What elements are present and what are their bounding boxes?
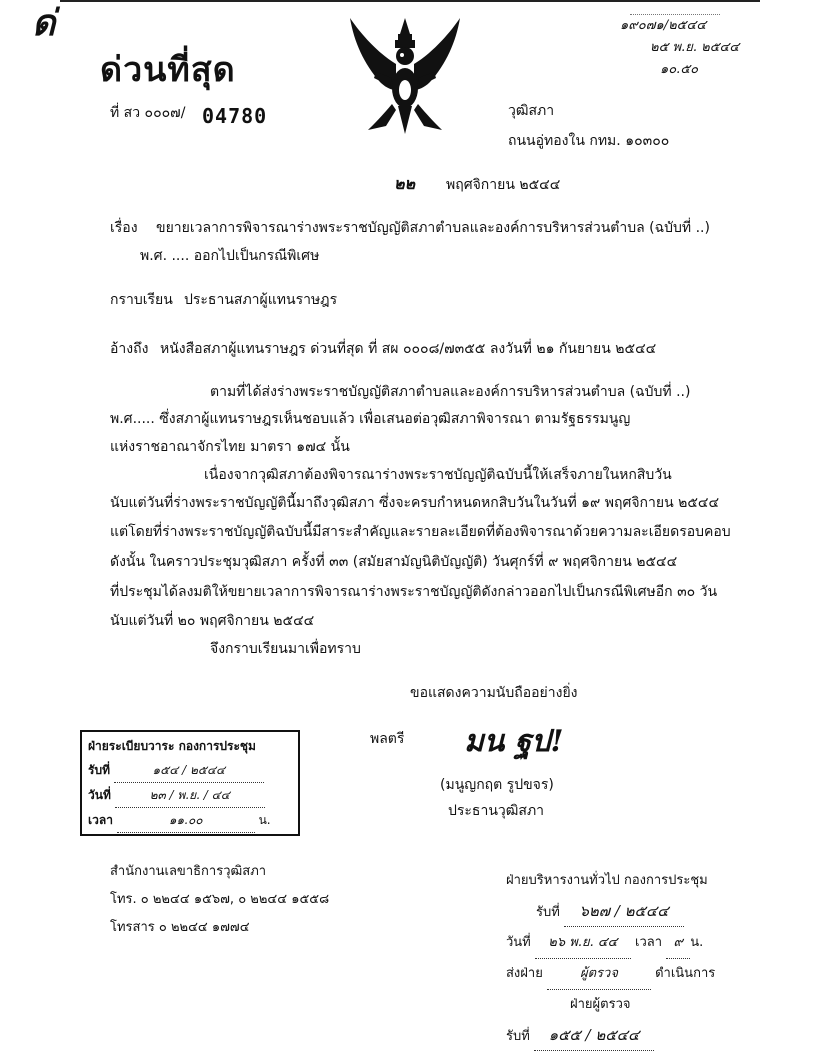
bottom-date-row <box>506 928 796 959</box>
garuda-emblem <box>346 12 464 140</box>
bottom-time-suffix: น. <box>690 935 704 950</box>
receipt-date-value: ๒๓ / พ.ย. / ๔๔ <box>115 783 265 808</box>
bottom-date-value: ๒๖ พ.ย. ๔๔ <box>535 928 631 959</box>
receipt-received-row <box>88 758 292 783</box>
para1-line-1: ตามที่ได้ส่งร่างพระราชบัญญัติสภาตำบลและองค์การบริหารส่วนตำบล (ฉบับที่ ..) <box>210 384 691 400</box>
footer-fax: โทรสาร ๐ ๒๒๔๔ ๑๗๗๔ <box>110 920 250 935</box>
bottom-time-label: เวลา <box>635 935 663 950</box>
para2-line-4: ดังนั้น ในคราวประชุมวุฒิสภา ครั้งที่ ๓๓ (สมัยสามัญนิติบัญญัติ) วันศุกร์ที่ ๙ พฤศจิกายน ๒๕๔๔ <box>110 554 678 570</box>
bottom-received-label: รับที่ <box>536 905 560 920</box>
stamp-line-1: ๑๙๐๗๑/๒๕๔๔ <box>620 18 707 33</box>
sender-address: ถนนอู่ทองใน กทม. ๑๐๓๐๐ <box>508 133 670 149</box>
bottom-date-label: วันที่ <box>506 935 531 950</box>
para1-line-2: พ.ศ..... ซึ่งสภาผู้แทนราษฎรเห็นชอบแล้ว เพื่อเสนอต่อวุฒิสภาพิจารณา ตามรัฐธรรมนูญ <box>110 411 631 427</box>
bottom-received2-label: รับที่ <box>506 1029 530 1044</box>
receipt-received-value: ๑๕๔ / ๒๕๔๔ <box>114 758 264 783</box>
signature: มน ฐป! <box>464 724 564 759</box>
reference-label: อ้างถึง <box>110 341 149 357</box>
bottom-stamp <box>506 866 796 1052</box>
signer-rank: พลตรี <box>370 731 405 747</box>
top-border-line <box>60 0 760 2</box>
bottom-stamp-title: ฝ่ายบริหารงานทั่วไป กองการประชุม <box>506 873 708 888</box>
receipt-time-value: ๑๑.๐๐ <box>117 808 255 833</box>
footer-office: สำนักงานเลขาธิการวุฒิสภา <box>110 864 267 879</box>
subject-line-1: ขยายเวลาการพิจารณาร่างพระราชบัญญัติสภาตำบลและองค์การบริหารส่วนตำบล (ฉบับที่ ..) <box>156 220 710 236</box>
stamp-line-2: ๒๕ พ.ย. ๒๕๔๔ <box>650 40 740 55</box>
bottom-received2-value: ๑๕๕ / ๒๕๔๔ <box>534 1020 654 1051</box>
corner-mark: ด่ <box>32 2 56 44</box>
bottom-time-value: ๙ <box>666 928 690 959</box>
bottom-received-row <box>506 896 796 928</box>
to-name: ประธานสภาผู้แทนราษฎร <box>184 292 338 308</box>
para2-line-6: นับแต่วันที่ ๒๐ พฤศจิกายน ๒๕๔๔ <box>110 613 315 629</box>
top-right-stamp <box>620 6 770 81</box>
date-month-year: พฤศจิกายน ๒๕๔๔ <box>446 177 561 193</box>
receipt-time-label: เวลา <box>88 813 113 827</box>
date-day: ๒๒ <box>394 174 416 193</box>
para2-line-1: เนื่องจากวุฒิสภาต้องพิจารณาร่างพระราชบัญญัติฉบับนี้ให้เสร็จภายในหกสิบวัน <box>204 467 672 483</box>
closing: ขอแสดงความนับถืออย่างยิ่ง <box>410 685 578 701</box>
stamp-line-3: ๑๐.๕๐ <box>660 62 699 77</box>
signer-title: ประธานวุฒิสภา <box>448 803 545 819</box>
receipt-stamp-title: ฝ่ายระเบียบวาระ กองการประชุม <box>88 739 256 753</box>
receipt-date-label: วันที่ <box>88 788 111 802</box>
ref-number: 04780 <box>202 104 268 128</box>
para2-line-5: ที่ประชุมได้ลงมติให้ขยายเวลาการพิจารณาร่างพระราชบัญญัติดังกล่าวออกไปเป็นกรณีพิเศษอีก ๓๐ วัน <box>110 584 718 600</box>
bottom-assign-row <box>506 959 796 990</box>
receipt-stamp <box>80 730 300 836</box>
bottom-received-value: ๖๒๗ / ๒๕๔๔ <box>564 896 684 927</box>
bottom-received2-row <box>506 1020 796 1052</box>
signer-name: (มนูญกฤต รูปขจร) <box>440 777 554 793</box>
to-label: กราบเรียน <box>110 292 173 308</box>
reference-text: หนังสือสภาผู้แทนราษฎร ด่วนที่สุด ที่ สผ ๐๐๐๘/๗๓๕๕ ลงวันที่ ๒๑ กันยายน ๒๕๔๔ <box>160 341 657 357</box>
subject-label: เรื่อง <box>110 220 138 236</box>
urgent-label: ด่วนที่สุด <box>100 50 236 90</box>
bottom-action-label: ดำเนินการ <box>655 966 716 981</box>
para2-line-2: นับแต่วันที่ร่างพระราชบัญญัตินี้มาถึงวุฒิสภา ซึ่งจะครบกำหนดหกสิบวันในวันที่ ๑๙ พฤศจิกายน ๒๕๔๔ <box>110 495 720 511</box>
closing-request: จึงกราบเรียนมาเพื่อทราบ <box>210 641 361 657</box>
subject-line-2: พ.ศ. .... ออกไปเป็นกรณีพิเศษ <box>140 248 320 264</box>
para1-line-3: แห่งราชอาณาจักรไทย มาตรา ๑๗๔ นั้น <box>110 439 350 455</box>
bottom-assign-value: ผู้ตรวจ <box>547 959 651 990</box>
receipt-time-row <box>88 808 292 833</box>
receipt-date-row <box>88 783 292 808</box>
para2-line-3: แต่โดยที่ร่างพระราชบัญญัติฉบับนี้มีสาระสำคัญและรายละเอียดที่ต้องพิจารณาด้วยความละเอียดรอบคอบ <box>110 524 731 540</box>
ref-prefix: ที่ สว ๐๐๐๗/ <box>110 105 186 121</box>
bottom-section2: ฝ่ายผู้ตรวจ <box>570 997 631 1012</box>
sender-org: วุฒิสภา <box>508 103 555 119</box>
bottom-assign-label: ส่งฝ่าย <box>506 966 543 981</box>
footer-phone: โทร. ๐ ๒๒๔๔ ๑๕๖๗, ๐ ๒๒๔๔ ๑๕๕๘ <box>110 892 330 907</box>
receipt-time-suffix: น. <box>258 813 271 827</box>
receipt-received-label: รับที่ <box>88 763 110 777</box>
